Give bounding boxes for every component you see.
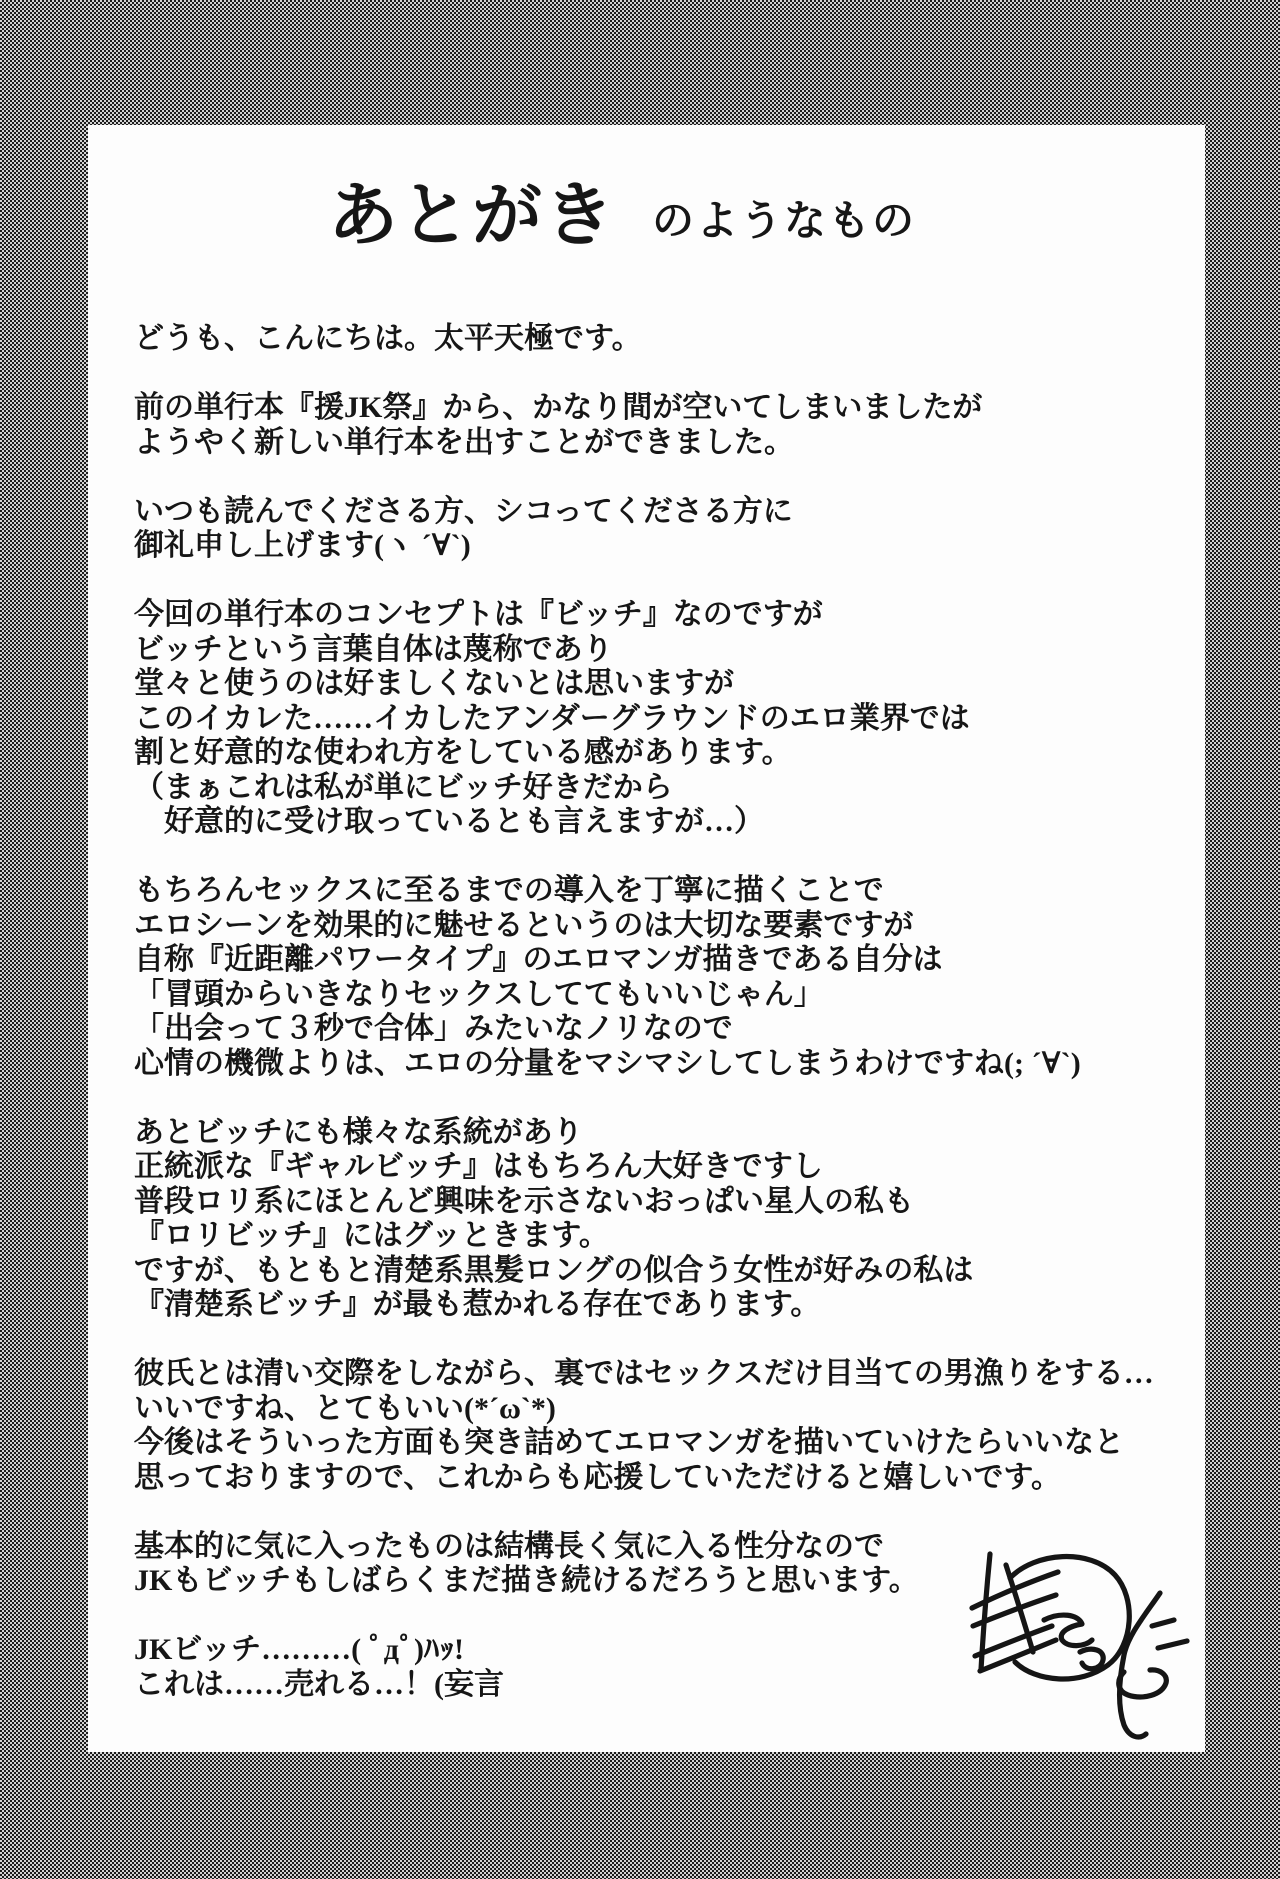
text-line: 今回の単行本のコンセプトは『ビッチ』なのですが xyxy=(134,598,823,631)
text-line: 思っておりますので、これからも応援していただけると嬉しいです。 xyxy=(134,1460,1061,1494)
paragraph xyxy=(134,874,1179,1081)
text-line: 前の単行本『援JK祭』から、かなり間が空いてしまいましたが xyxy=(134,391,983,424)
paragraph xyxy=(134,1357,1179,1495)
paragraph xyxy=(134,1116,1179,1323)
text-line: ですが、もともと清楚系黒髪ロングの似合う女性が好みの私は xyxy=(134,1253,974,1287)
paragraph xyxy=(134,322,1179,357)
paragraph xyxy=(134,598,1179,840)
text-line: いいですね、とてもいい(*´ω`*) xyxy=(134,1391,556,1425)
text-line: 正統派な『ギャルビッチ』はもちろん大好きですし xyxy=(134,1150,823,1183)
title-main: あとがき xyxy=(328,178,616,255)
text-line: 基本的に気に入ったものは結構長く気に入る性分なので xyxy=(134,1529,884,1563)
text-line: 自称『近距離パワータイプ』のエロマンガ描きである自分は xyxy=(134,943,943,976)
paragraph xyxy=(134,391,1179,460)
title-sub: のようなもの xyxy=(652,199,917,245)
text-line: 『ロリビッチ』にはグッときます。 xyxy=(134,1219,609,1252)
text-line: JKもビッチもしばらくまだ描き続けるだろうと思います。 xyxy=(134,1564,919,1597)
paper-page xyxy=(88,125,1205,1752)
text-line: 『清楚系ビッチ』が最も惹かれる存在であります。 xyxy=(134,1288,821,1321)
text-line: このイカレた……イカしたアンダーグラウンドのエロ業界では xyxy=(134,701,970,735)
text-line: いつも読んでくださる方、シコってくださる方に xyxy=(134,494,793,528)
text-line: 今後はそういった方面も突き詰めてエロマンガを描いていけたらいいなと xyxy=(134,1426,1124,1459)
text-line: 彼氏とは清い交際をしながら、裏ではセックスだけ目当ての男漁りをする… xyxy=(134,1357,1154,1390)
page-title xyxy=(328,159,1205,260)
text-line: 心情の機微よりは、エロの分量をマシマシしてしまうわけですね(; ´∀`) xyxy=(134,1046,1081,1080)
text-line: （まぁこれは私が単にビッチ好きだから xyxy=(134,770,673,804)
text-line: JKビッチ………( ﾟдﾟ)ﾊｯ! xyxy=(134,1633,464,1666)
text-line: これは……売れる…！(妄言 xyxy=(134,1667,504,1701)
text-line: 「冒頭からいきなりセックスしててもいいじゃん」 xyxy=(134,977,824,1011)
text-line: 普段ロリ系にほとんど興味を示さないおっぱい星人の私も xyxy=(134,1184,914,1218)
text-line: 御礼申し上げます(ヽ ´∀`) xyxy=(134,529,471,562)
text-line: あとビッチにも様々な系統があり xyxy=(134,1115,583,1149)
text-line: 割と好意的な使われ方をしている感があります。 xyxy=(134,736,792,769)
text-line: ようやく新しい単行本を出すことができました。 xyxy=(134,425,794,459)
paragraph xyxy=(134,495,1179,564)
text-line: ビッチという言葉自体は蔑称であり xyxy=(134,632,613,666)
text-line: 好意的に受け取っているとも言えますが…） xyxy=(134,805,764,838)
text-line: 堂々と使うのは好ましくないとは思いますが xyxy=(134,667,734,700)
text-line: エロシーンを効果的に魅せるというのは大切な要素ですが xyxy=(134,908,914,942)
text-line: 「出会って３秒で合体」みたいなノリなので xyxy=(134,1012,733,1045)
afterword-body xyxy=(134,322,1179,1702)
text-line: どうも、こんにちは。太平天極です。 xyxy=(134,322,642,355)
text-line: もちろんセックスに至るまでの導入を丁寧に描くことで xyxy=(134,874,884,907)
author-signature xyxy=(940,1540,1205,1752)
